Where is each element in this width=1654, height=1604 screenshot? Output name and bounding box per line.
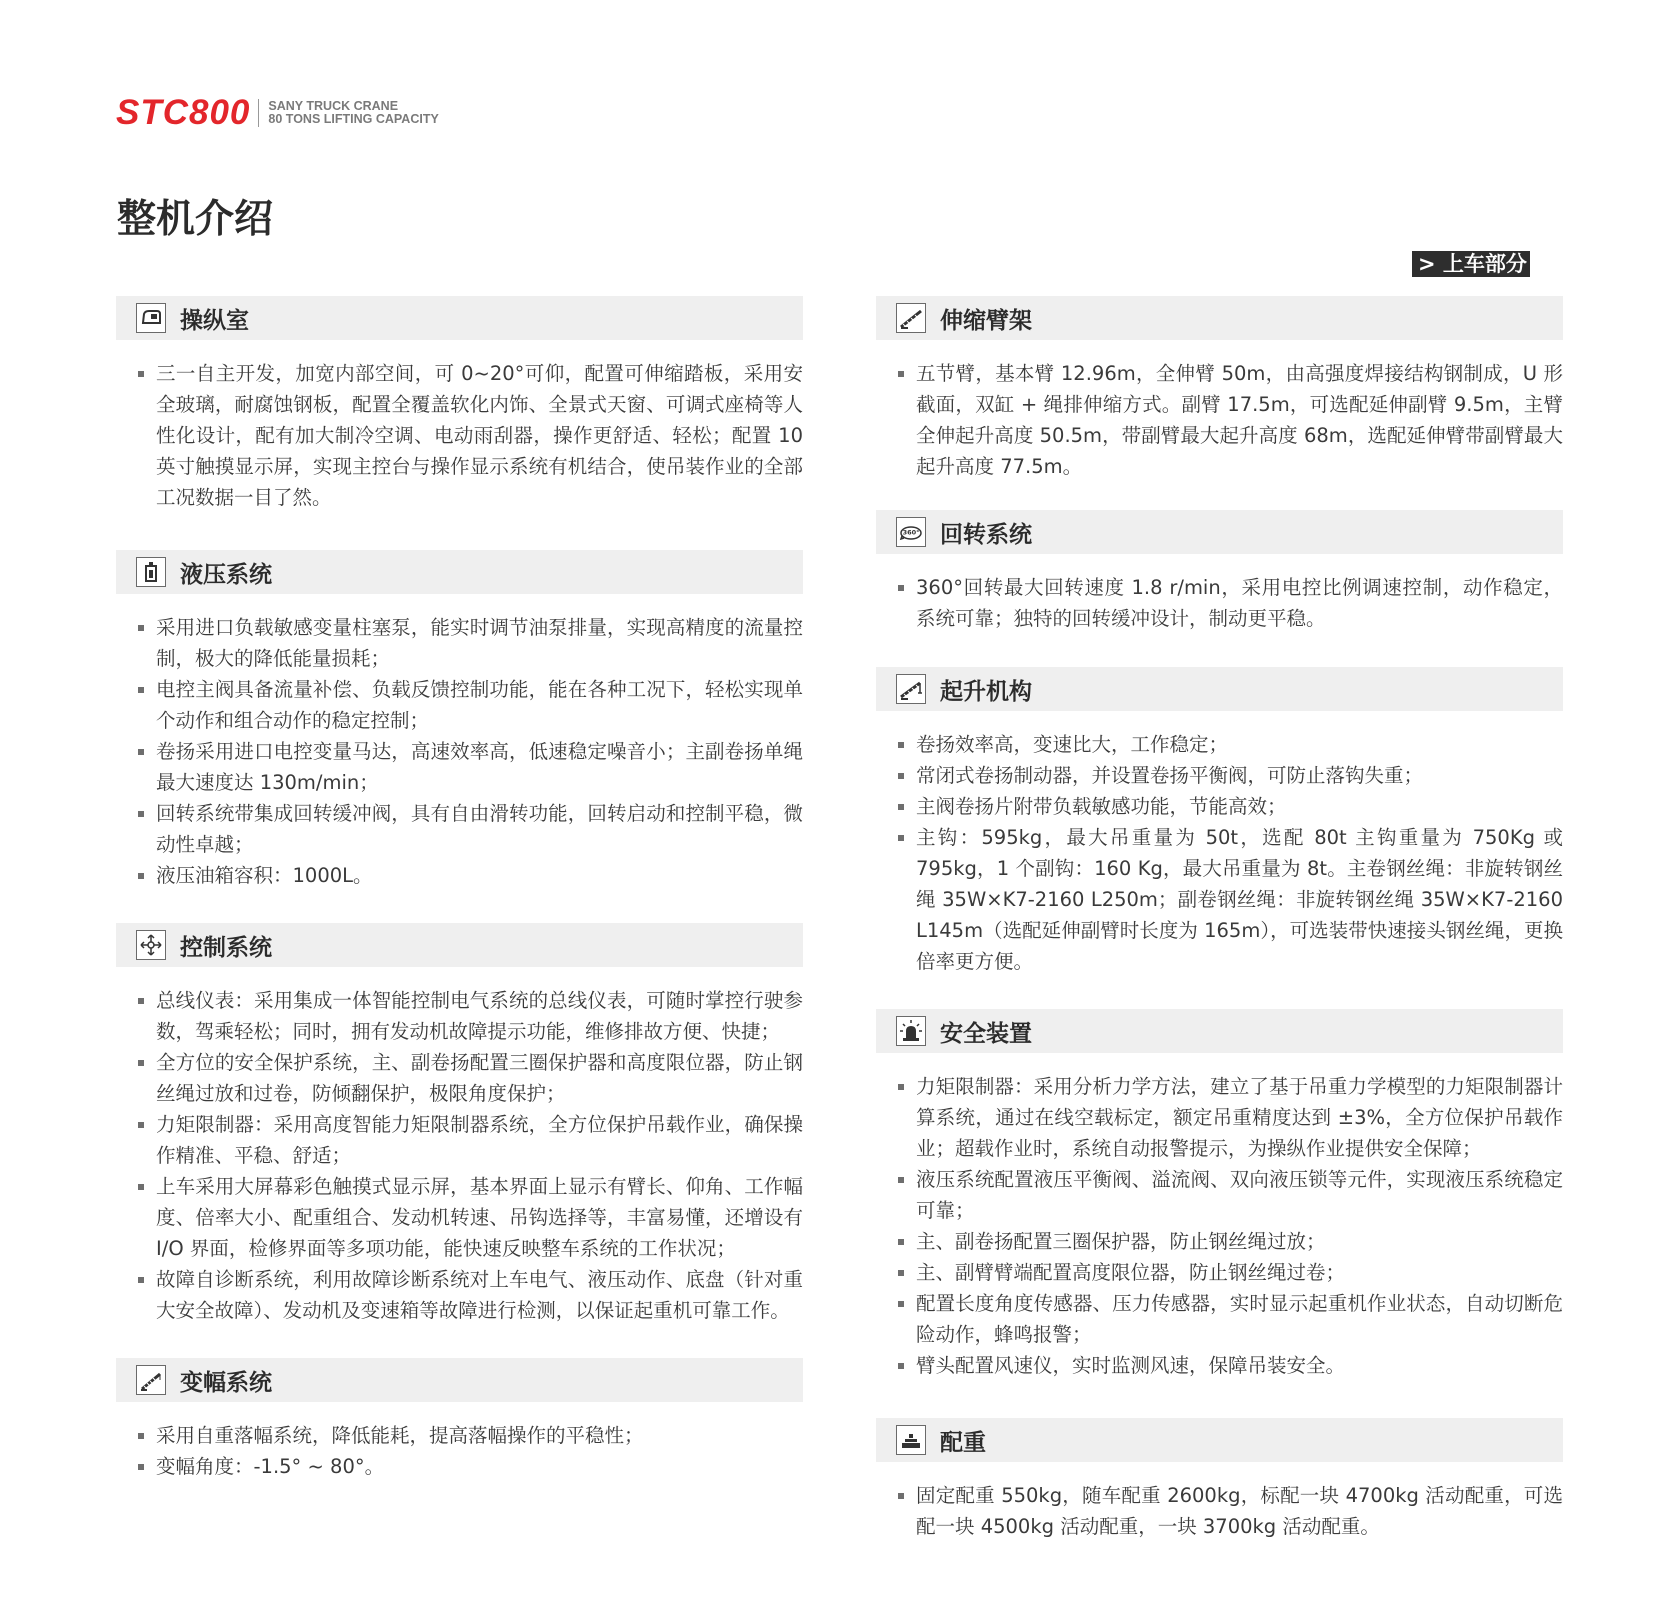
section-header xyxy=(876,1009,1563,1053)
section-title: 控制系统 xyxy=(180,934,272,961)
section-header xyxy=(876,667,1563,711)
luffing-icon xyxy=(136,1365,166,1395)
page-title: 整机介绍 xyxy=(117,197,274,242)
hoist-icon xyxy=(896,674,926,704)
section-title: 配重 xyxy=(940,1429,986,1456)
list-item: 力矩限制器：采用高度智能力矩限制器系统，全方位保护吊载作业，确保操作精准、平稳、舒适； xyxy=(136,1109,803,1171)
list-item: 液压系统配置液压平衡阀、溢流阀、双向液压锁等元件，实现液压系统稳定可靠； xyxy=(896,1164,1563,1226)
logo-divider xyxy=(258,99,259,127)
section-title: 伸缩臂架 xyxy=(940,307,1032,334)
item-list xyxy=(876,358,1563,482)
list-item: 主、副卷扬配置三圈保护器，防止钢丝绳过放； xyxy=(896,1226,1563,1257)
list-item: 故障自诊断系统，利用故障诊断系统对上车电气、液压动作、底盘（针对重大安全故障）、发动机及变速箱等故障进行检测，以保证起重机可靠工作。 xyxy=(136,1264,803,1326)
brand-subtitle xyxy=(268,100,438,126)
section-safety xyxy=(876,1009,1563,1381)
list-item: 上车采用大屏幕彩色触摸式显示屏，基本界面上显示有臂长、仰角、工作幅度、倍率大小、配重组合、发动机转速、吊钩选择等，丰富易懂，还增设有 I/O 界面，检修界面等多项功能，能快速反映整车系统的工作状况； xyxy=(136,1171,803,1264)
list-item: 力矩限制器：采用分析力学方法，建立了基于吊重力学模型的力矩限制器计算系统，通过在线空载标定，额定吊重精度达到 ±3%，全方位保护吊载作业；超载作业时，系统自动报警提示，为操纵作业提供安全保障； xyxy=(896,1071,1563,1164)
item-list xyxy=(116,985,803,1326)
brand-header xyxy=(116,93,439,132)
section-boom xyxy=(876,296,1563,482)
list-item: 回转系统带集成回转缓冲阀，具有自由滑转功能，回转启动和控制平稳，微动性卓越； xyxy=(136,798,803,860)
list-item: 五节臂，基本臂 12.96m，全伸臂 50m，由高强度焊接结构钢制成，U 形截面，双缸 + 绳排伸缩方式。副臂 17.5m，可选配延伸副臂 9.5m，主臂全伸起升高度 50.5m，带副臂最大起升高度 68m，选配延伸臂带副臂最大起升高度 77.5m。 xyxy=(896,358,1563,482)
section-tag: > 上车部分 xyxy=(1412,251,1530,277)
section-title: 液压系统 xyxy=(180,561,272,588)
list-item: 液压油箱容积：1000L。 xyxy=(136,860,803,891)
list-item: 总线仪表：采用集成一体智能控制电气系统的总线仪表，可随时掌控行驶参数，驾乘轻松；同时，拥有发动机故障提示功能，维修排故方便、快捷； xyxy=(136,985,803,1047)
list-item: 变幅角度：-1.5° ~ 80°。 xyxy=(136,1451,803,1482)
list-item: 配置长度角度传感器、压力传感器，实时显示起重机作业状态，自动切断危险动作，蜂鸣报警； xyxy=(896,1288,1563,1350)
section-slewing xyxy=(876,510,1563,634)
section-header xyxy=(116,923,803,967)
brand-logo: STC800 xyxy=(116,93,251,132)
boom-icon xyxy=(896,303,926,333)
section-header xyxy=(876,296,1563,340)
item-list xyxy=(876,1071,1563,1381)
cab-icon xyxy=(136,303,166,333)
subtitle-line-1: SANY TRUCK CRANE xyxy=(268,99,399,113)
item-list xyxy=(116,358,803,513)
section-title: 变幅系统 xyxy=(180,1369,272,1396)
list-item: 固定配重 550kg，随车配重 2600kg，标配一块 4700kg 活动配重，可选配一块 4500kg 活动配重，一块 3700kg 活动配重。 xyxy=(896,1480,1563,1542)
item-list xyxy=(116,612,803,891)
list-item: 主钩：595kg，最大吊重量为 50t，选配 80t 主钩重量为 750Kg 或 795kg，1 个副钩：160 Kg，最大吊重量为 8t。主卷钢丝绳：非旋转钢丝绳 35W×K7-2160 L250m；副卷钢丝绳：非旋转钢丝绳 35W×K7-2160 L145m（选配延伸副臂时长度为 165m），可选装带快速接头钢丝绳，更换倍率更方便。 xyxy=(896,822,1563,977)
hydraulic-icon xyxy=(136,557,166,587)
section-header xyxy=(116,296,803,340)
section-title: 安全装置 xyxy=(940,1020,1032,1047)
list-item: 采用进口负载敏感变量柱塞泵，能实时调节油泵排量，实现高精度的流量控制，极大的降低能量损耗； xyxy=(136,612,803,674)
section-header xyxy=(876,510,1563,554)
section-header xyxy=(116,550,803,594)
list-item: 三一自主开发，加宽内部空间，可 0~20°可仰，配置可伸缩踏板，采用安全玻璃，耐腐蚀钢板，配置全覆盖软化内饰、全景式天窗、可调式座椅等人性化设计，配有加大制冷空调、电动雨刮器，操作更舒适、轻松；配置 10 英寸触摸显示屏，实现主控台与操作显示系统有机结合，使吊装作业的全部工况数据一目了然。 xyxy=(136,358,803,513)
item-list xyxy=(116,1420,803,1482)
list-item: 全方位的安全保护系统，主、副卷扬配置三圈保护器和高度限位器，防止钢丝绳过放和过卷，防倾翻保护，极限角度保护； xyxy=(136,1047,803,1109)
section-luffing xyxy=(116,1358,803,1482)
section-title: 操纵室 xyxy=(180,307,249,334)
counterweight-icon xyxy=(896,1425,926,1455)
list-item: 常闭式卷扬制动器，并设置卷扬平衡阀，可防止落钩失重； xyxy=(896,760,1563,791)
list-item: 卷扬效率高，变速比大，工作稳定； xyxy=(896,729,1563,760)
section-hoist xyxy=(876,667,1563,977)
section-title: 回转系统 xyxy=(940,521,1032,548)
section-hydraulic xyxy=(116,550,803,891)
safety-alarm-icon xyxy=(896,1016,926,1046)
section-cab xyxy=(116,296,803,513)
list-item: 采用自重落幅系统，降低能耗，提高落幅操作的平稳性； xyxy=(136,1420,803,1451)
item-list xyxy=(876,729,1563,977)
section-control xyxy=(116,923,803,1326)
list-item: 主、副臂臂端配置高度限位器，防止钢丝绳过卷； xyxy=(896,1257,1563,1288)
list-item: 360°回转最大回转速度 1.8 r/min，采用电控比例调速控制，动作稳定，系统可靠；独特的回转缓冲设计，制动更平稳。 xyxy=(896,572,1563,634)
subtitle-line-2: 80 TONS LIFTING CAPACITY xyxy=(268,112,439,126)
control-icon xyxy=(136,930,166,960)
item-list xyxy=(876,1480,1563,1542)
list-item: 卷扬采用进口电控变量马达，高速效率高，低速稳定噪音小；主副卷扬单绳最大速度达 130m/min； xyxy=(136,736,803,798)
list-item: 臂头配置风速仪，实时监测风速，保障吊装安全。 xyxy=(896,1350,1563,1381)
slewing-icon-label: 360° xyxy=(902,528,920,537)
section-counterweight xyxy=(876,1418,1563,1542)
section-header xyxy=(876,1418,1563,1462)
list-item: 主阀卷扬片附带负载敏感功能，节能高效； xyxy=(896,791,1563,822)
list-item: 电控主阀具备流量补偿、负载反馈控制功能，能在各种工况下，轻松实现单个动作和组合动作的稳定控制； xyxy=(136,674,803,736)
section-title: 起升机构 xyxy=(940,678,1032,705)
slewing-360-icon xyxy=(896,517,926,547)
item-list xyxy=(876,572,1563,634)
section-header xyxy=(116,1358,803,1402)
